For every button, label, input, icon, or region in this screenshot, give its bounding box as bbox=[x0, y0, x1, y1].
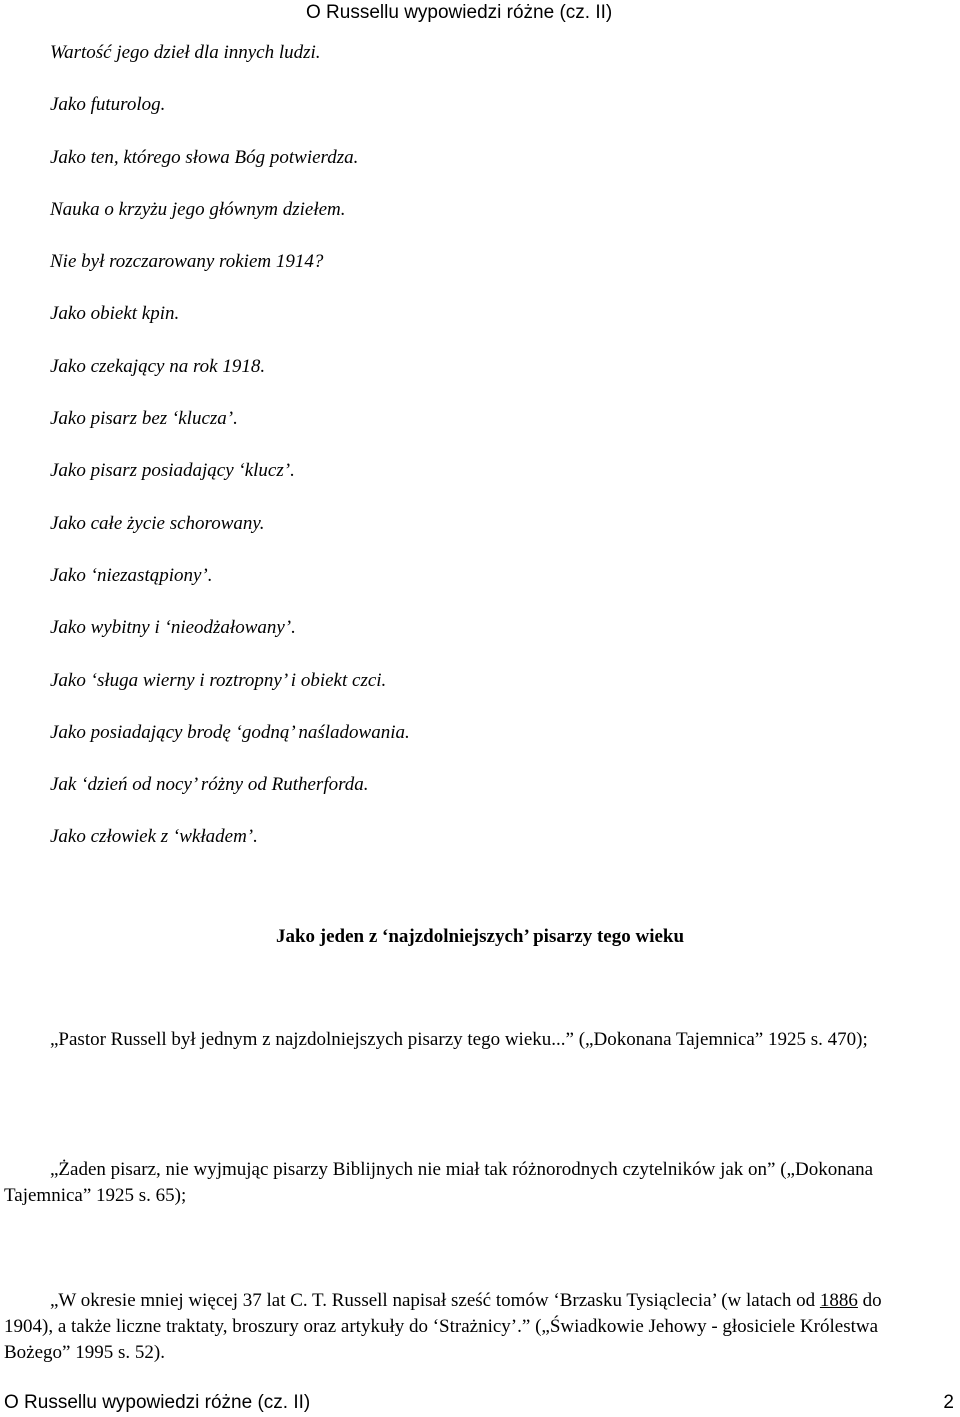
running-header-title: O Russellu wypowiedzi różne (cz. II) bbox=[306, 2, 613, 23]
topic-item: Jako całe życie schorowany. bbox=[50, 512, 265, 534]
topic-item: Jako czekający na rok 1918. bbox=[50, 355, 266, 377]
quote-text: do 1904), a także liczne traktaty, broszury oraz artykuły do ‘Strażnicy’.” („Świadkowie Jehowy - głosiciele Królestwa Bożego” 1995 s. 52). bbox=[4, 1290, 882, 1363]
topic-item: Wartość jego dzieł dla innych ludzi. bbox=[50, 42, 321, 63]
topic-item: Jako pisarz posiadający ‘klucz’. bbox=[50, 460, 295, 482]
topic-item: Jako ten, którego słowa Bóg potwierdza. bbox=[50, 146, 359, 168]
topic-list bbox=[50, 40, 410, 877]
topic-item: Jako wybitny i ‘nieodżałowany’. bbox=[50, 617, 296, 639]
topic-item: Jako ‘niezastąpiony’. bbox=[50, 564, 213, 586]
underlined-year: 1886 bbox=[819, 1290, 858, 1311]
section-heading: Jako jeden z ‘najzdolniejszych’ pisarzy tego wieku bbox=[275, 926, 685, 947]
topic-item: Jako obiekt kpin. bbox=[50, 303, 180, 325]
topic-item: Jako futurolog. bbox=[50, 94, 166, 116]
topic-item: Jako pisarz bez ‘klucza’. bbox=[50, 408, 238, 430]
quote-paragraph: „Pastor Russell był jednym z najzdolniejszych pisarzy tego wieku...” („Dokonana Tajemnica” 1925 s. 470); bbox=[50, 1029, 868, 1050]
topic-item: Nie był rozczarowany rokiem 1914? bbox=[50, 251, 324, 273]
page-number: 2 bbox=[943, 1392, 954, 1413]
topic-item: Jako człowiek z ‘wkładem’. bbox=[50, 826, 258, 848]
topic-item: Jak ‘dzień od nocy’ różny od Rutherforda. bbox=[50, 774, 369, 796]
quote-paragraph: „Żaden pisarz, nie wyjmując pisarzy Biblijnych nie miał tak różnorodnych czytelników jak on” („Dokonana Tajemnica” 1925 s. 65); bbox=[4, 1159, 874, 1206]
topic-item: Nauka o krzyżu jego głównym dziełem. bbox=[50, 198, 346, 220]
quote-text: „W okresie mniej więcej 37 lat C. T. Russell napisał sześć tomów ‘Brzasku Tysiąclecia’ (w latach od bbox=[50, 1290, 820, 1311]
quote-paragraph bbox=[4, 1288, 934, 1366]
topic-item: Jako posiadający brodę ‘godną’ naśladowania. bbox=[50, 721, 410, 743]
running-footer-title: O Russellu wypowiedzi różne (cz. II) bbox=[4, 1392, 311, 1413]
topic-item: Jako ‘sługa wierny i roztropny’ i obiekt czci. bbox=[50, 669, 387, 691]
